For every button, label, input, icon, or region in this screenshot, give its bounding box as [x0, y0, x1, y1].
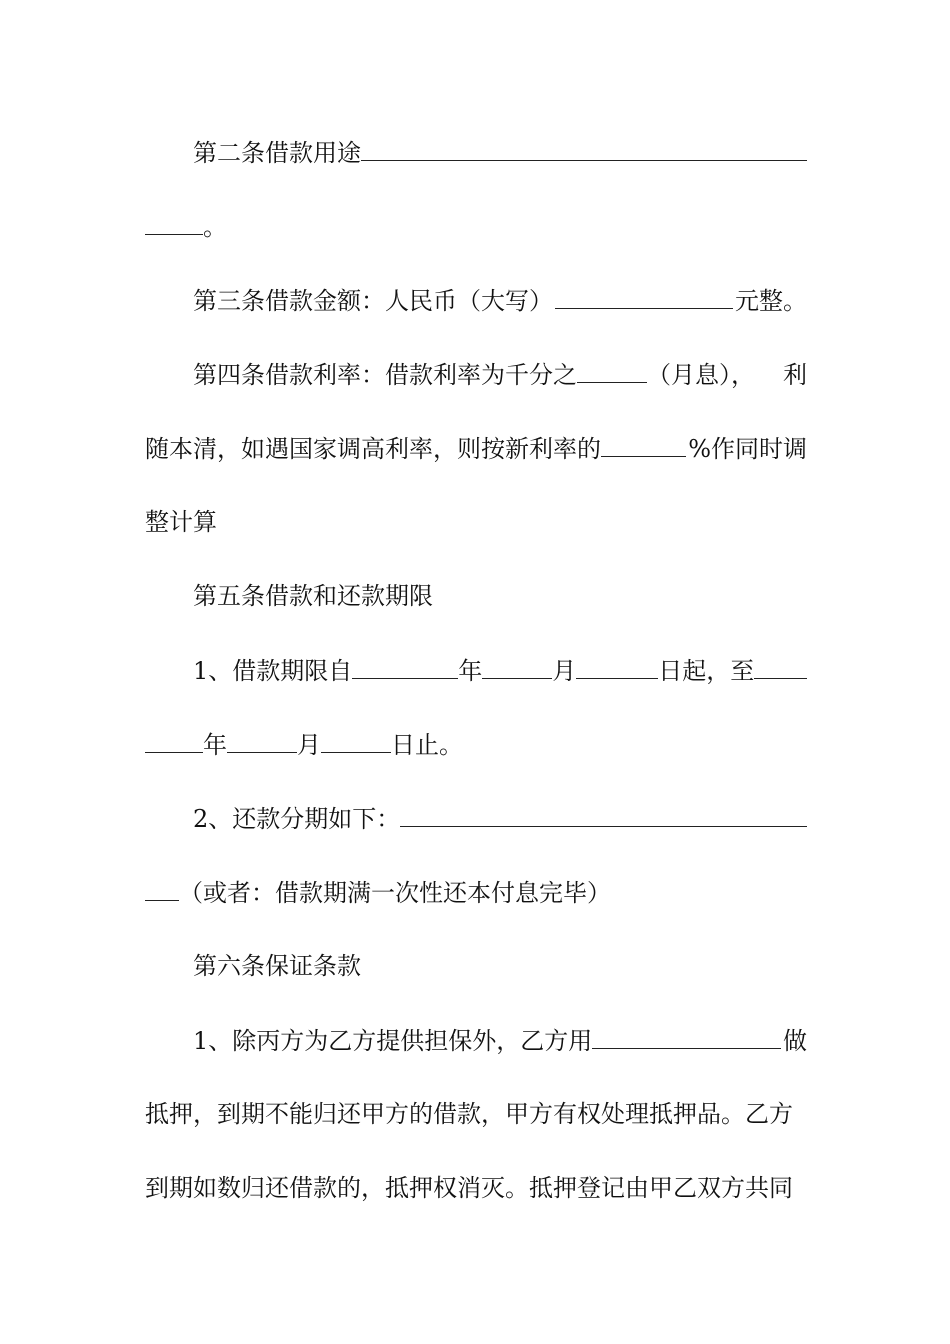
article5-item1-line1: [145, 654, 807, 687]
article3-amount-blank: [555, 284, 733, 309]
article6-item1-line1: [145, 1024, 807, 1057]
article3-label: 第三条借款金额：人民币（大写）: [193, 287, 553, 315]
start-month-blank: [482, 654, 552, 679]
start-day-label: 日起，至: [658, 657, 755, 685]
end-month-blank: [227, 728, 297, 753]
article2-end-mark: 。: [203, 213, 227, 241]
start-year-blank: [352, 654, 458, 679]
article2-blank: [361, 136, 807, 161]
article4-percent-blank: [601, 432, 686, 457]
start-month-label: 月: [552, 657, 577, 685]
installment-blank: [400, 802, 807, 827]
article4-line2-prefix: 随本清，如遇国家调高利率，则按新利率的: [145, 435, 601, 463]
article2-blank-continued: [145, 210, 203, 235]
article5-item2-alt: （或者：借款期满一次性还本付息完毕）: [179, 879, 611, 907]
end-year-label: 年: [203, 731, 227, 759]
collateral-blank: [592, 1024, 781, 1049]
article2-line: [145, 136, 807, 169]
article4-line1: [145, 358, 807, 391]
end-day-label: 日止。: [391, 731, 463, 759]
article3-suffix: 元整。: [735, 287, 807, 315]
article4-line2: [145, 432, 807, 465]
start-year-label: 年: [458, 657, 483, 685]
end-month-label: 月: [297, 731, 321, 759]
end-day-blank: [321, 728, 391, 753]
article3-line: [145, 284, 807, 317]
article5-item1-line2: [145, 728, 807, 761]
article4-line1-end: 利: [783, 361, 807, 389]
article2-label: 第二条借款用途: [193, 139, 361, 167]
article6-item1-line3: 到期如数归还借款的，抵押权消灭。抵押登记由甲乙双方共同: [145, 1174, 793, 1202]
article5-item2-line2: [145, 876, 807, 909]
article5-item1-prefix: 1、借款期限自: [193, 657, 353, 685]
article6-item1-prefix: 1、除丙方为乙方提供担保外，乙方用: [193, 1027, 593, 1055]
article6-title: 第六条保证条款: [193, 952, 361, 980]
article4-line2-suffix: %作同时调: [688, 435, 807, 463]
article4-prefix: 第四条借款利率：借款利率为千分之: [193, 361, 577, 389]
article5-item2-prefix: 2、还款分期如下：: [193, 805, 401, 833]
end-year-blank-part1: [754, 654, 807, 679]
start-day-blank: [576, 654, 658, 679]
article4-rate-blank: [577, 358, 647, 383]
article5-title: 第五条借款和还款期限: [193, 582, 433, 610]
end-year-blank-part2: [145, 728, 203, 753]
article4-mid: （月息），: [647, 361, 755, 389]
article5-item2-line1: [145, 802, 807, 835]
article2-line2: [145, 210, 807, 243]
installment-blank-continued: [145, 876, 179, 901]
article4-line3: 整计算: [145, 508, 217, 536]
article6-item1-line2: 抵押，到期不能归还甲方的借款，甲方有权处理抵押品。乙方: [145, 1100, 793, 1128]
article6-item1-end: 做: [783, 1027, 807, 1055]
